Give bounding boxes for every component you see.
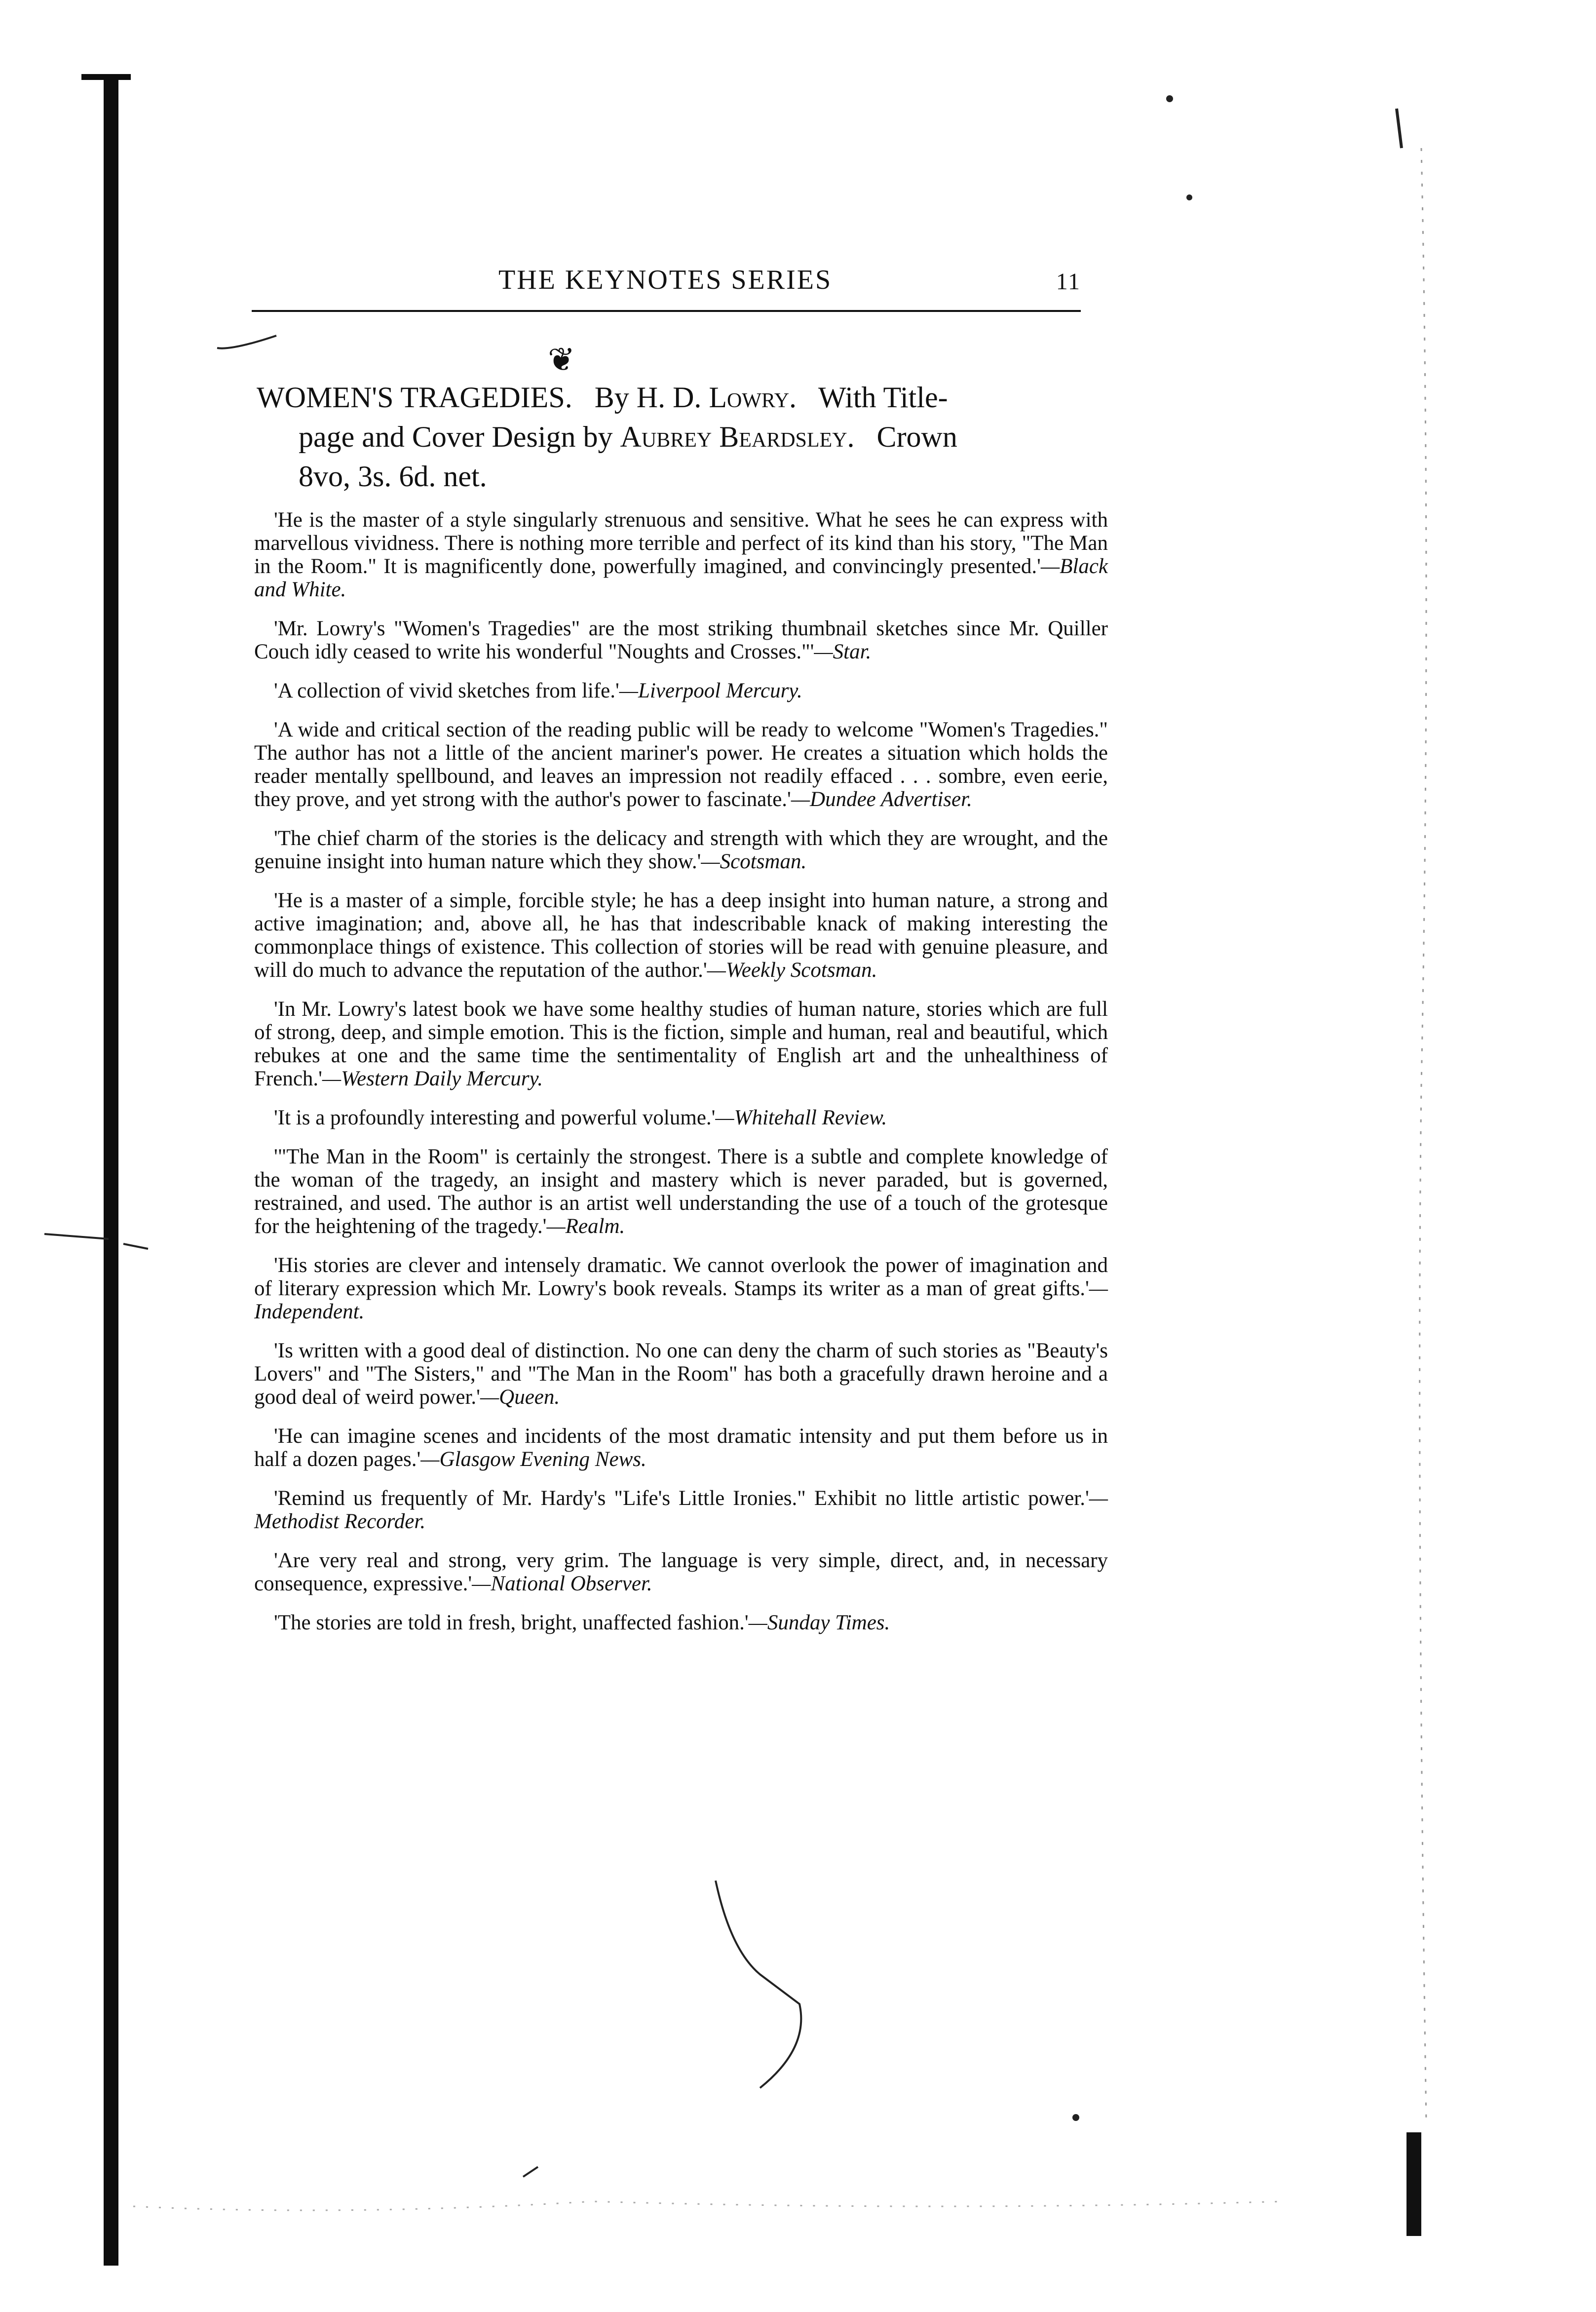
review-quote <box>254 679 1108 702</box>
with-title-label: With Title- <box>818 381 948 414</box>
binding-edge-cap <box>81 74 131 80</box>
running-title: THE KEYNOTES SERIES <box>498 265 833 295</box>
review-text: 'A collection of vivid sketches from life.' <box>274 679 619 702</box>
review-text: 'Is written with a good deal of distinction. No one can deny the charm of such stories as "Beauty's Lovers" and "The Sisters," and "The Man in the Room" has both a gracefully drawn heroine and a good deal of weird power.' <box>254 1339 1108 1409</box>
review-quote <box>254 1106 1108 1129</box>
review-quote <box>254 1487 1108 1533</box>
review-source: —Western Daily Mercury. <box>322 1067 543 1090</box>
fleuron-ornament: ❦ <box>548 342 575 378</box>
design-label: page and Cover Design by <box>299 421 613 453</box>
review-source: —Realm. <box>546 1215 625 1238</box>
review-text: 'He is the master of a style singularly strenuous and sensitive. What he sees he can express with marvellous vividness. There is nothing more terrible and perfect of its kind than his story, "The Man in the Room." It is magnificently done, powerfully imagined, and convincingly presented.' <box>254 508 1108 578</box>
review-text: 'The stories are told in fresh, bright, unaffected fashion.' <box>274 1611 749 1634</box>
review-source: —Star. <box>814 640 872 663</box>
review-text: 'It is a profoundly interesting and powerful volume.' <box>274 1106 716 1129</box>
review-text: 'He is a master of a simple, forcible style; he has a deep insight into human nature, a strong and active imagination; and, above all, he has that indescribable knack of making interesting the commonplace things of existence. This collection of stories will be read with genuine pleasure, and will do much to advance the reputation of the author.' <box>254 889 1108 982</box>
review-quote <box>254 1339 1108 1409</box>
review-source: —Methodist Recorder. <box>254 1487 1108 1533</box>
book-entry <box>257 378 1096 496</box>
review-source: —Liverpool Mercury. <box>619 679 802 702</box>
review-source: —Weekly Scotsman. <box>707 959 877 982</box>
review-text: 'In Mr. Lowry's latest book we have some healthy studies of human nature, stories which are full of strong, deep, and simple emotion. This is the fiction, simple and human, real and beautiful, which rebukes at one and the same time the sentimentality of English art and the unhealthiness of French.' <box>254 998 1108 1090</box>
review-list <box>254 508 1108 1650</box>
review-text: 'A wide and critical section of the reading public will be ready to welcome "Women's Tragedies." The author has not a little of the ancient mariner's power. He creates a situation which holds the reader mentally spellbound, and leaves an impression not readily effaced . . . sombre, even eerie, they prove, and yet strong with the author's power to fascinate.' <box>254 718 1108 811</box>
review-text: 'Remind us frequently of Mr. Hardy's "Life's Little Ironies." Exhibit no little artistic power.' <box>274 1487 1089 1510</box>
entry-line-2 <box>257 417 1096 457</box>
review-text: '"The Man in the Room" is certainly the strongest. There is a subtle and complete knowledge of the woman of the tragedy, an insight and mastery which is never paraded, but is governed, restrained, and used. The author is an artist well understanding the use of a touch of the grotesque for the heightening of the tragedy.' <box>254 1145 1108 1238</box>
review-text: 'His stories are clever and intensely dramatic. We cannot overlook the power of imagination and of literary expression which Mr. Lowry's book reveals. Stamps its writer as a man of great gifts.' <box>254 1254 1108 1300</box>
price-label: 8vo, 3s. 6d. net. <box>299 460 487 493</box>
review-quote <box>254 1145 1108 1238</box>
review-source: —Black and White. <box>254 555 1108 601</box>
review-source: —Queen. <box>480 1386 560 1409</box>
review-text: 'The chief charm of the stories is the delicacy and strength with which they are wrought, and the genuine insight into human nature which they show.' <box>254 827 1108 873</box>
author-name: H. D. Lowry. <box>636 381 797 414</box>
page-number: 11 <box>1056 269 1081 295</box>
review-source: —Independent. <box>254 1277 1108 1323</box>
review-quote <box>254 508 1108 601</box>
binding-edge <box>104 74 118 2266</box>
page-edge-shadow <box>1406 2132 1421 2236</box>
running-head <box>257 264 1081 299</box>
review-quote <box>254 1425 1108 1471</box>
entry-line-1 <box>257 378 1096 417</box>
review-source: —Whitehall Review. <box>715 1106 887 1129</box>
review-quote <box>254 1549 1108 1595</box>
review-quote <box>254 1611 1108 1634</box>
header-rule <box>252 310 1081 312</box>
book-title: WOMEN'S TRAGEDIES. <box>257 381 572 414</box>
review-text: 'Are very real and strong, very grim. The language is very simple, direct, and, in necessary consequence, expressive.' <box>254 1549 1108 1595</box>
review-quote <box>254 718 1108 811</box>
review-source: —Sunday Times. <box>748 1611 890 1634</box>
review-quote <box>254 617 1108 663</box>
review-source: —Scotsman. <box>701 850 807 873</box>
review-text: 'He can imagine scenes and incidents of the most dramatic intensity and put them before us in half a dozen pages.' <box>254 1425 1108 1471</box>
review-text: 'Mr. Lowry's "Women's Tragedies" are the most striking thumbnail sketches since Mr. Quiller Couch idly ceased to write his wonderful "Noughts and Crosses."' <box>254 617 1108 663</box>
by-label: By <box>594 381 629 414</box>
review-quote <box>254 889 1108 982</box>
review-source: —Glasgow Evening News. <box>420 1448 646 1471</box>
review-quote <box>254 998 1108 1090</box>
review-quote <box>254 827 1108 873</box>
review-quote <box>254 1254 1108 1323</box>
designer-name: Aubrey Beardsley. <box>620 421 855 453</box>
review-source: —National Observer. <box>472 1572 652 1595</box>
entry-line-3 <box>257 457 1096 496</box>
format-label: Crown <box>876 421 957 453</box>
review-source: —Dundee Advertiser. <box>791 788 972 811</box>
